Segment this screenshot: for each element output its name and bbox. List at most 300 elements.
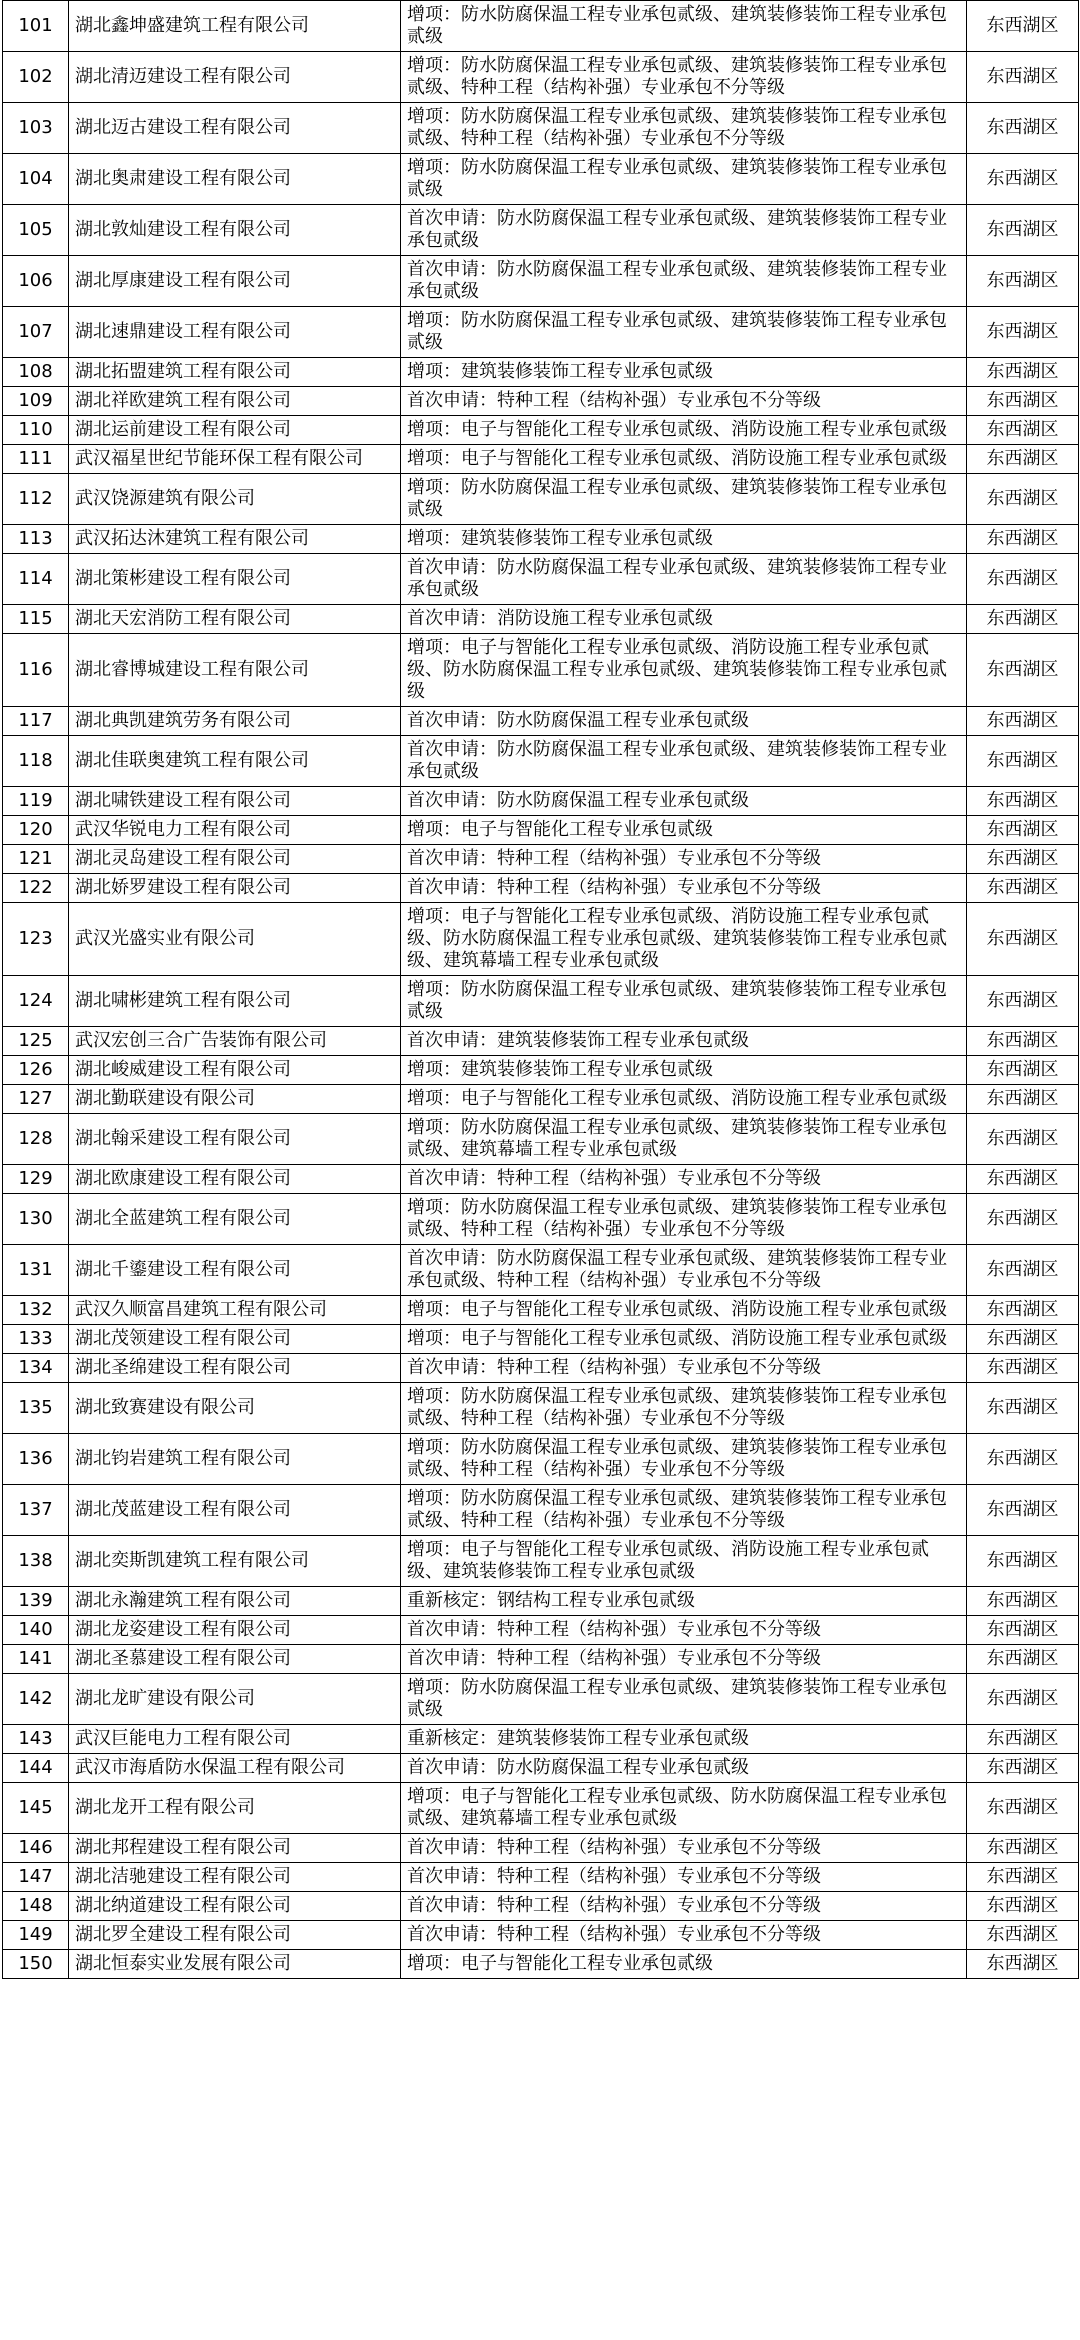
district: 东西湖区 (967, 1296, 1079, 1325)
table-row (3, 1616, 1079, 1645)
qualification-text: 增项：防水防腐保温工程专业承包贰级、建筑装修装饰工程专业承包贰级 (407, 1677, 947, 1720)
row-number: 108 (3, 358, 69, 387)
row-number: 107 (3, 307, 69, 358)
row-number: 134 (3, 1354, 69, 1383)
district: 东西湖区 (967, 103, 1079, 154)
row-number: 104 (3, 154, 69, 205)
table-row (3, 1536, 1079, 1587)
company-name: 湖北啸彬建筑工程有限公司 (69, 976, 401, 1027)
district: 东西湖区 (967, 1245, 1079, 1296)
qualification-item (401, 1725, 967, 1754)
qualification-item (401, 1194, 967, 1245)
qualification-item (401, 976, 967, 1027)
table-row (3, 1194, 1079, 1245)
table-row (3, 256, 1079, 307)
qualification-text: 增项：电子与智能化工程专业承包贰级、防水防腐保温工程专业承包贰级、建筑幕墙工程专业承包贰级 (407, 1786, 947, 1829)
company-name: 湖北祥欧建筑工程有限公司 (69, 387, 401, 416)
district: 东西湖区 (967, 1645, 1079, 1674)
qualification-item (401, 154, 967, 205)
table-row (3, 1, 1079, 52)
table-row (3, 1485, 1079, 1536)
row-number: 127 (3, 1085, 69, 1114)
company-name: 湖北欧康建设工程有限公司 (69, 1165, 401, 1194)
qualification-text: 首次申请：防水防腐保温工程专业承包贰级、建筑装修装饰工程专业承包贰级 (407, 259, 947, 302)
company-name: 湖北天宏消防工程有限公司 (69, 605, 401, 634)
row-number: 143 (3, 1725, 69, 1754)
company-name: 湖北永瀚建筑工程有限公司 (69, 1587, 401, 1616)
qualification-text: 增项：防水防腐保温工程专业承包贰级、建筑装修装饰工程专业承包贰级、特种工程（结构补强）专业承包不分等级 (407, 1386, 947, 1429)
district: 东西湖区 (967, 736, 1079, 787)
district: 东西湖区 (967, 1754, 1079, 1783)
qualification-text: 首次申请：防水防腐保温工程专业承包贰级 (407, 710, 749, 731)
district: 东西湖区 (967, 1892, 1079, 1921)
district: 东西湖区 (967, 1783, 1079, 1834)
qualification-text: 增项：建筑装修装饰工程专业承包贰级 (407, 1059, 713, 1080)
qualification-item (401, 1485, 967, 1536)
table-row (3, 634, 1079, 707)
company-name: 湖北龙旷建设有限公司 (69, 1674, 401, 1725)
qualification-text: 首次申请：防水防腐保温工程专业承包贰级 (407, 790, 749, 811)
qualification-text: 增项：防水防腐保温工程专业承包贰级、建筑装修装饰工程专业承包贰级 (407, 979, 947, 1022)
qualification-item (401, 103, 967, 154)
qualification-text: 首次申请：特种工程（结构补强）专业承包不分等级 (407, 390, 821, 411)
table-row (3, 1863, 1079, 1892)
table-row (3, 1645, 1079, 1674)
table-row (3, 445, 1079, 474)
district: 东西湖区 (967, 1434, 1079, 1485)
district: 东西湖区 (967, 1383, 1079, 1434)
company-name: 湖北致赛建设有限公司 (69, 1383, 401, 1434)
qualification-item (401, 1645, 967, 1674)
qualification-text: 首次申请：特种工程（结构补强）专业承包不分等级 (407, 877, 821, 898)
company-name: 湖北啸铁建设工程有限公司 (69, 787, 401, 816)
qualification-text: 首次申请：消防设施工程专业承包贰级 (407, 608, 713, 629)
qualification-item (401, 554, 967, 605)
district: 东西湖区 (967, 1194, 1079, 1245)
qualification-item (401, 1587, 967, 1616)
table-row (3, 1325, 1079, 1354)
company-name: 湖北罗全建设工程有限公司 (69, 1921, 401, 1950)
table-row (3, 307, 1079, 358)
district: 东西湖区 (967, 416, 1079, 445)
district: 东西湖区 (967, 307, 1079, 358)
company-name: 武汉福星世纪节能环保工程有限公司 (69, 445, 401, 474)
company-name: 湖北圣慕建设工程有限公司 (69, 1645, 401, 1674)
table-row (3, 874, 1079, 903)
company-name: 湖北娇罗建设工程有限公司 (69, 874, 401, 903)
table-row (3, 845, 1079, 874)
row-number: 129 (3, 1165, 69, 1194)
row-number: 146 (3, 1834, 69, 1863)
row-number: 144 (3, 1754, 69, 1783)
qualification-text: 首次申请：防水防腐保温工程专业承包贰级、建筑装修装饰工程专业承包贰级 (407, 739, 947, 782)
qualification-item (401, 634, 967, 707)
qualification-text: 增项：电子与智能化工程专业承包贰级 (407, 819, 713, 840)
table-row (3, 605, 1079, 634)
district: 东西湖区 (967, 707, 1079, 736)
row-number: 136 (3, 1434, 69, 1485)
row-number: 148 (3, 1892, 69, 1921)
row-number: 118 (3, 736, 69, 787)
qualification-text: 首次申请：建筑装修装饰工程专业承包贰级 (407, 1030, 749, 1051)
qualification-text: 增项：防水防腐保温工程专业承包贰级、建筑装修装饰工程专业承包贰级 (407, 4, 947, 47)
qualification-text: 重新核定：建筑装修装饰工程专业承包贰级 (407, 1728, 749, 1749)
row-number: 125 (3, 1027, 69, 1056)
table-body (3, 1, 1079, 1979)
company-name: 湖北奕斯凯建筑工程有限公司 (69, 1536, 401, 1587)
company-name: 湖北全蓝建筑工程有限公司 (69, 1194, 401, 1245)
company-name: 湖北纳道建设工程有限公司 (69, 1892, 401, 1921)
qualification-item (401, 903, 967, 976)
row-number: 149 (3, 1921, 69, 1950)
district: 东西湖区 (967, 1536, 1079, 1587)
qualification-item (401, 1434, 967, 1485)
district: 东西湖区 (967, 845, 1079, 874)
table-row (3, 1383, 1079, 1434)
qualification-text: 增项：电子与智能化工程专业承包贰级、消防设施工程专业承包贰级 (407, 1299, 947, 1320)
qualification-item (401, 1085, 967, 1114)
district: 东西湖区 (967, 1056, 1079, 1085)
qualification-text: 首次申请：特种工程（结构补强）专业承包不分等级 (407, 1357, 821, 1378)
district: 东西湖区 (967, 976, 1079, 1027)
table-row (3, 707, 1079, 736)
table-row (3, 358, 1079, 387)
qualification-text: 首次申请：特种工程（结构补强）专业承包不分等级 (407, 848, 821, 869)
qualification-text: 增项：电子与智能化工程专业承包贰级、消防设施工程专业承包贰级、防水防腐保温工程专业承包贰级、建筑装修装饰工程专业承包贰级、建筑幕墙工程专业承包贰级 (407, 906, 947, 971)
district: 东西湖区 (967, 205, 1079, 256)
table-row (3, 1754, 1079, 1783)
company-name: 湖北钧岩建筑工程有限公司 (69, 1434, 401, 1485)
company-name: 湖北茂蓝建设工程有限公司 (69, 1485, 401, 1536)
qualification-item (401, 1, 967, 52)
row-number: 133 (3, 1325, 69, 1354)
table-row (3, 1114, 1079, 1165)
qualification-text: 增项：防水防腐保温工程专业承包贰级、建筑装修装饰工程专业承包贰级、特种工程（结构补强）专业承包不分等级 (407, 1437, 947, 1480)
row-number: 135 (3, 1383, 69, 1434)
row-number: 117 (3, 707, 69, 736)
row-number: 112 (3, 474, 69, 525)
table-row (3, 1245, 1079, 1296)
table-row (3, 103, 1079, 154)
row-number: 140 (3, 1616, 69, 1645)
qualification-item (401, 445, 967, 474)
row-number: 103 (3, 103, 69, 154)
table-row (3, 1725, 1079, 1754)
row-number: 139 (3, 1587, 69, 1616)
company-name: 武汉久顺富昌建筑工程有限公司 (69, 1296, 401, 1325)
company-name: 湖北敦灿建设工程有限公司 (69, 205, 401, 256)
district: 东西湖区 (967, 1863, 1079, 1892)
district: 东西湖区 (967, 445, 1079, 474)
row-number: 122 (3, 874, 69, 903)
table-row (3, 52, 1079, 103)
row-number: 130 (3, 1194, 69, 1245)
company-name: 湖北勤联建设有限公司 (69, 1085, 401, 1114)
qualification-text: 增项：建筑装修装饰工程专业承包贰级 (407, 361, 713, 382)
qualification-text: 增项：防水防腐保温工程专业承包贰级、建筑装修装饰工程专业承包贰级 (407, 477, 947, 520)
row-number: 145 (3, 1783, 69, 1834)
table-row (3, 1892, 1079, 1921)
qualification-item (401, 474, 967, 525)
row-number: 111 (3, 445, 69, 474)
qualification-item (401, 1834, 967, 1863)
table-row (3, 1834, 1079, 1863)
company-name: 武汉宏创三合广告装饰有限公司 (69, 1027, 401, 1056)
qualification-text: 首次申请：防水防腐保温工程专业承包贰级、建筑装修装饰工程专业承包贰级 (407, 557, 947, 600)
company-name: 武汉拓达沐建筑工程有限公司 (69, 525, 401, 554)
company-name: 湖北龙开工程有限公司 (69, 1783, 401, 1834)
qualification-text: 增项：电子与智能化工程专业承包贰级、消防设施工程专业承包贰级、防水防腐保温工程专业承包贰级、建筑装修装饰工程专业承包贰级 (407, 637, 947, 702)
company-name: 湖北厚康建设工程有限公司 (69, 256, 401, 307)
table-row (3, 816, 1079, 845)
district: 东西湖区 (967, 1027, 1079, 1056)
company-name: 湖北灵岛建设工程有限公司 (69, 845, 401, 874)
district: 东西湖区 (967, 903, 1079, 976)
company-name: 武汉市海盾防水保温工程有限公司 (69, 1754, 401, 1783)
qualification-text: 首次申请：特种工程（结构补强）专业承包不分等级 (407, 1837, 821, 1858)
qualification-item (401, 358, 967, 387)
qualification-text: 增项：防水防腐保温工程专业承包贰级、建筑装修装饰工程专业承包贰级、特种工程（结构补强）专业承包不分等级 (407, 55, 947, 98)
table-row (3, 1056, 1079, 1085)
company-name: 湖北迈古建设工程有限公司 (69, 103, 401, 154)
qualification-item (401, 1296, 967, 1325)
table-row (3, 525, 1079, 554)
row-number: 113 (3, 525, 69, 554)
company-name: 湖北圣绵建设工程有限公司 (69, 1354, 401, 1383)
table-row (3, 1434, 1079, 1485)
district: 东西湖区 (967, 358, 1079, 387)
qualification-text: 首次申请：防水防腐保温工程专业承包贰级 (407, 1757, 749, 1778)
district: 东西湖区 (967, 1921, 1079, 1950)
qualification-text: 增项：防水防腐保温工程专业承包贰级、建筑装修装饰工程专业承包贰级 (407, 310, 947, 353)
qualification-item (401, 1114, 967, 1165)
qualification-text: 增项：电子与智能化工程专业承包贰级、消防设施工程专业承包贰级 (407, 1088, 947, 1109)
row-number: 106 (3, 256, 69, 307)
row-number: 128 (3, 1114, 69, 1165)
row-number: 142 (3, 1674, 69, 1725)
row-number: 150 (3, 1950, 69, 1979)
qualification-item (401, 1892, 967, 1921)
company-name: 湖北峻威建设工程有限公司 (69, 1056, 401, 1085)
qualification-table (2, 0, 1079, 1979)
qualification-text: 首次申请：防水防腐保温工程专业承包贰级、建筑装修装饰工程专业承包贰级 (407, 208, 947, 251)
table-row (3, 903, 1079, 976)
qualification-item (401, 1783, 967, 1834)
district: 东西湖区 (967, 1165, 1079, 1194)
row-number: 141 (3, 1645, 69, 1674)
qualification-item (401, 1354, 967, 1383)
table-row (3, 976, 1079, 1027)
row-number: 109 (3, 387, 69, 416)
qualification-item (401, 1383, 967, 1434)
district: 东西湖区 (967, 554, 1079, 605)
district: 东西湖区 (967, 1354, 1079, 1383)
qualification-text: 增项：防水防腐保温工程专业承包贰级、建筑装修装饰工程专业承包贰级、建筑幕墙工程专业承包贰级 (407, 1117, 947, 1160)
company-name: 湖北龙姿建设工程有限公司 (69, 1616, 401, 1645)
qualification-text: 首次申请：特种工程（结构补强）专业承包不分等级 (407, 1924, 821, 1945)
table-row (3, 1587, 1079, 1616)
table-row (3, 154, 1079, 205)
qualification-item (401, 1921, 967, 1950)
district: 东西湖区 (967, 1, 1079, 52)
district: 东西湖区 (967, 52, 1079, 103)
row-number: 138 (3, 1536, 69, 1587)
qualification-item (401, 387, 967, 416)
table-row (3, 387, 1079, 416)
district: 东西湖区 (967, 634, 1079, 707)
table-row (3, 1921, 1079, 1950)
qualification-text: 重新核定：钢结构工程专业承包贰级 (407, 1590, 695, 1611)
row-number: 116 (3, 634, 69, 707)
company-name: 湖北策彬建设工程有限公司 (69, 554, 401, 605)
district: 东西湖区 (967, 1950, 1079, 1979)
table-row (3, 416, 1079, 445)
district: 东西湖区 (967, 874, 1079, 903)
qualification-text: 增项：建筑装修装饰工程专业承包贰级 (407, 528, 713, 549)
qualification-text: 首次申请：防水防腐保温工程专业承包贰级、建筑装修装饰工程专业承包贰级、特种工程（结构补强）专业承包不分等级 (407, 1248, 947, 1291)
table-row (3, 205, 1079, 256)
row-number: 132 (3, 1296, 69, 1325)
qualification-item (401, 307, 967, 358)
company-name: 湖北翰采建设工程有限公司 (69, 1114, 401, 1165)
qualification-text: 增项：电子与智能化工程专业承包贰级、消防设施工程专业承包贰级、建筑装修装饰工程专业承包贰级 (407, 1539, 929, 1582)
company-name: 湖北千鎏建设工程有限公司 (69, 1245, 401, 1296)
qualification-text: 增项：电子与智能化工程专业承包贰级、消防设施工程专业承包贰级 (407, 1328, 947, 1349)
qualification-item (401, 525, 967, 554)
qualification-text: 增项：防水防腐保温工程专业承包贰级、建筑装修装饰工程专业承包贰级 (407, 157, 947, 200)
table-row (3, 1165, 1079, 1194)
qualification-item (401, 845, 967, 874)
row-number: 147 (3, 1863, 69, 1892)
district: 东西湖区 (967, 1325, 1079, 1354)
district: 东西湖区 (967, 474, 1079, 525)
company-name: 湖北清迈建设工程有限公司 (69, 52, 401, 103)
row-number: 126 (3, 1056, 69, 1085)
qualification-item (401, 816, 967, 845)
qualification-item (401, 736, 967, 787)
company-name: 湖北茂领建设工程有限公司 (69, 1325, 401, 1354)
qualification-item (401, 1674, 967, 1725)
qualification-item (401, 1325, 967, 1354)
district: 东西湖区 (967, 1834, 1079, 1863)
row-number: 119 (3, 787, 69, 816)
qualification-item (401, 1027, 967, 1056)
company-name: 湖北典凯建筑劳务有限公司 (69, 707, 401, 736)
company-name: 湖北恒泰实业发展有限公司 (69, 1950, 401, 1979)
company-name: 湖北奥肃建设工程有限公司 (69, 154, 401, 205)
table-row (3, 1950, 1079, 1979)
qualification-item (401, 416, 967, 445)
table-row (3, 1783, 1079, 1834)
qualification-item (401, 52, 967, 103)
district: 东西湖区 (967, 816, 1079, 845)
table-row (3, 554, 1079, 605)
qualification-item (401, 205, 967, 256)
company-name: 武汉华锐电力工程有限公司 (69, 816, 401, 845)
company-name: 湖北鑫坤盛建筑工程有限公司 (69, 1, 401, 52)
district: 东西湖区 (967, 1485, 1079, 1536)
qualification-text: 增项：电子与智能化工程专业承包贰级、消防设施工程专业承包贰级 (407, 448, 947, 469)
row-number: 115 (3, 605, 69, 634)
qualification-item (401, 1536, 967, 1587)
qualification-text: 首次申请：特种工程（结构补强）专业承包不分等级 (407, 1168, 821, 1189)
table-row (3, 1674, 1079, 1725)
district: 东西湖区 (967, 1587, 1079, 1616)
district: 东西湖区 (967, 1674, 1079, 1725)
qualification-item (401, 1616, 967, 1645)
row-number: 114 (3, 554, 69, 605)
qualification-item (401, 1950, 967, 1979)
company-name: 武汉巨能电力工程有限公司 (69, 1725, 401, 1754)
qualification-item (401, 1165, 967, 1194)
district: 东西湖区 (967, 387, 1079, 416)
company-name: 湖北睿博城建设工程有限公司 (69, 634, 401, 707)
row-number: 137 (3, 1485, 69, 1536)
district: 东西湖区 (967, 787, 1079, 816)
row-number: 124 (3, 976, 69, 1027)
district: 东西湖区 (967, 154, 1079, 205)
row-number: 131 (3, 1245, 69, 1296)
company-name: 武汉饶源建筑有限公司 (69, 474, 401, 525)
qualification-item (401, 1245, 967, 1296)
row-number: 102 (3, 52, 69, 103)
district: 东西湖区 (967, 1085, 1079, 1114)
district: 东西湖区 (967, 1114, 1079, 1165)
table-row (3, 736, 1079, 787)
qualification-text: 增项：电子与智能化工程专业承包贰级 (407, 1953, 713, 1974)
qualification-item (401, 1863, 967, 1892)
qualification-text: 首次申请：特种工程（结构补强）专业承包不分等级 (407, 1619, 821, 1640)
qualification-item (401, 707, 967, 736)
qualification-text: 首次申请：特种工程（结构补强）专业承包不分等级 (407, 1895, 821, 1916)
qualification-item (401, 256, 967, 307)
company-name: 武汉光盛实业有限公司 (69, 903, 401, 976)
row-number: 120 (3, 816, 69, 845)
district: 东西湖区 (967, 256, 1079, 307)
district: 东西湖区 (967, 1725, 1079, 1754)
qualification-text: 增项：防水防腐保温工程专业承包贰级、建筑装修装饰工程专业承包贰级、特种工程（结构补强）专业承包不分等级 (407, 1488, 947, 1531)
table-row (3, 1354, 1079, 1383)
row-number: 105 (3, 205, 69, 256)
table-row (3, 1085, 1079, 1114)
company-name: 湖北拓盟建筑工程有限公司 (69, 358, 401, 387)
district: 东西湖区 (967, 605, 1079, 634)
qualification-item (401, 1056, 967, 1085)
district: 东西湖区 (967, 525, 1079, 554)
qualification-item (401, 605, 967, 634)
qualification-item (401, 1754, 967, 1783)
table-row (3, 1296, 1079, 1325)
company-name: 湖北运前建设工程有限公司 (69, 416, 401, 445)
company-name: 湖北洁驰建设工程有限公司 (69, 1863, 401, 1892)
district: 东西湖区 (967, 1616, 1079, 1645)
company-name: 湖北速鼎建设工程有限公司 (69, 307, 401, 358)
qualification-text: 增项：防水防腐保温工程专业承包贰级、建筑装修装饰工程专业承包贰级、特种工程（结构补强）专业承包不分等级 (407, 1197, 947, 1240)
qualification-text: 增项：电子与智能化工程专业承包贰级、消防设施工程专业承包贰级 (407, 419, 947, 440)
qualification-item (401, 874, 967, 903)
qualification-text: 增项：防水防腐保温工程专业承包贰级、建筑装修装饰工程专业承包贰级、特种工程（结构补强）专业承包不分等级 (407, 106, 947, 149)
company-name: 湖北邦程建设工程有限公司 (69, 1834, 401, 1863)
table-row (3, 787, 1079, 816)
company-name: 湖北佳联奥建筑工程有限公司 (69, 736, 401, 787)
row-number: 101 (3, 1, 69, 52)
row-number: 121 (3, 845, 69, 874)
table-row (3, 474, 1079, 525)
qualification-text: 首次申请：特种工程（结构补强）专业承包不分等级 (407, 1866, 821, 1887)
row-number: 123 (3, 903, 69, 976)
qualification-text: 首次申请：特种工程（结构补强）专业承包不分等级 (407, 1648, 821, 1669)
table-row (3, 1027, 1079, 1056)
